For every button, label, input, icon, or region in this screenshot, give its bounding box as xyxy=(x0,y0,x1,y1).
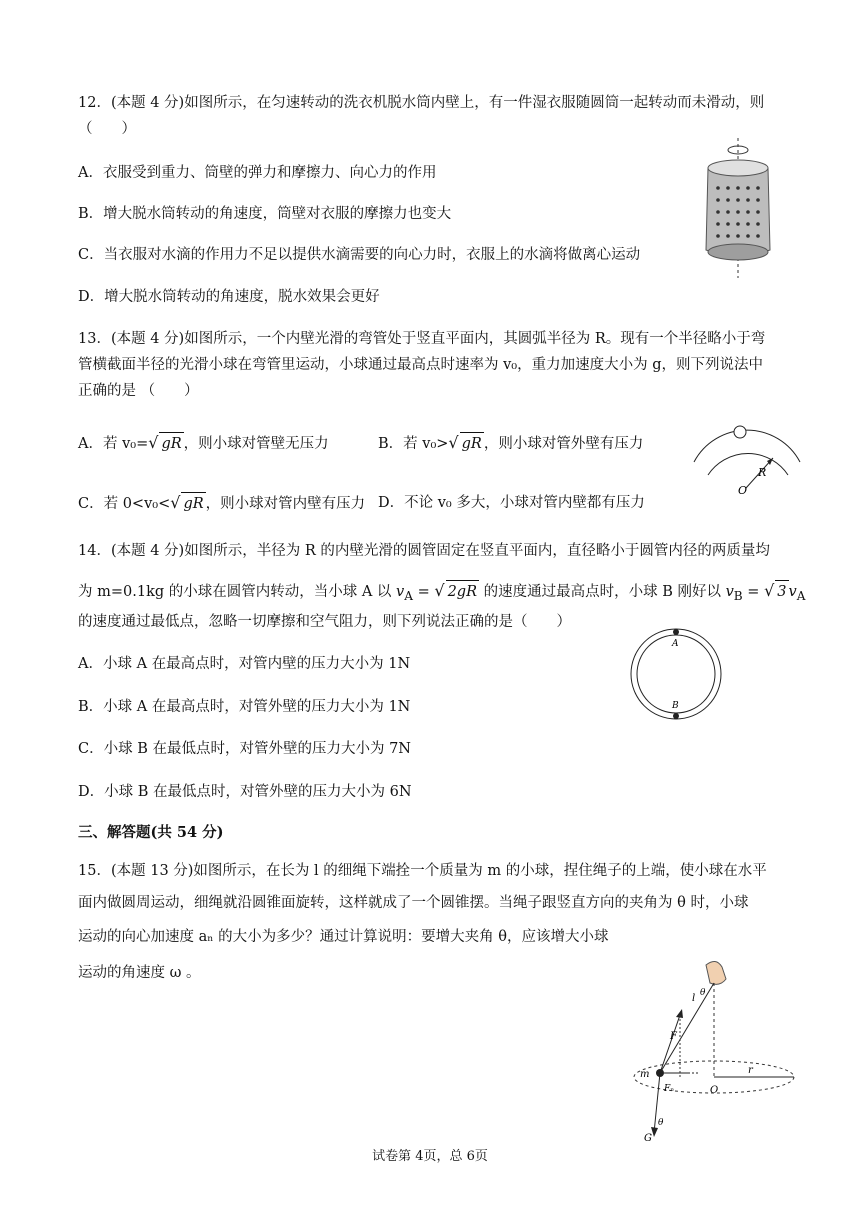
q15-stem-line4: 运动的角速度 ω 。 xyxy=(78,965,201,981)
q13-stem-line3: 正确的是 （ ） xyxy=(78,383,199,399)
fig-label-l: l xyxy=(692,993,696,1004)
q13-option-b: B．若 v₀>√ gR ，则小球对管外壁有压力 xyxy=(378,432,643,455)
fig-label-fn: Fₙ xyxy=(664,1084,674,1094)
fig-label-theta-bottom: θ xyxy=(658,1118,664,1128)
fig-label-theta-top: θ xyxy=(700,988,706,998)
q15-stem-line3: 运动的向心加速度 aₙ 的大小为多少？通过计算说明：要增大夹角 θ，应该增大小球 xyxy=(78,929,609,945)
spin-dryer-figure xyxy=(700,138,780,278)
q15-stem-line1: 15．(本题 13 分)如图所示，在长为 l 的细绳下端拴一个质量为 m 的小球，捏住绳子的上端，使小球在水平 xyxy=(78,863,767,879)
q14-stem-line1: 14．(本题 4 分)如图所示，半径为 R 的内壁光滑的圆管固定在竖直平面内，直径略小于圆管内径的两质量均 xyxy=(78,543,770,559)
q14-option-a: A．小球 A 在最高点时，对管内壁的压力大小为 1N xyxy=(78,656,411,672)
q13-option-c: C．若 0<v₀<√ gR ，则小球对管内壁有压力 xyxy=(78,492,365,515)
q12-stem-line1: 12．(本题 4 分)如图所示，在匀速转动的洗衣机脱水筒内壁上，有一件湿衣服随圆筒一起转动而未滑动，则 xyxy=(78,95,765,111)
q14-stem-line3: 的速度通过最低点，忽略一切摩擦和空气阻力，则下列说法正确的是（ ） xyxy=(78,614,571,630)
page-footer: 试卷第 4页，总 6页 xyxy=(372,1149,488,1164)
q15-stem-line2: 面内做圆周运动，细绳就沿圆锥面旋转，这样就成了一个圆锥摆。当绳子跟竖直方向的夹角为 θ 时，小球 xyxy=(78,895,749,911)
fig-label-b: B xyxy=(672,701,679,711)
circular-tube-figure xyxy=(628,626,724,722)
q14-option-d: D．小球 B 在最低点时，对管外壁的压力大小为 6N xyxy=(78,784,412,800)
q12-option-a: A．衣服受到重力、筒壁的弹力和摩擦力、向心力的作用 xyxy=(78,165,437,181)
fig-label-f: F xyxy=(670,1031,677,1042)
q12-option-c: C．当衣服对水滴的作用力不足以提供水滴需要的向心力时，衣服上的水滴将做离心运动 xyxy=(78,247,641,263)
fig-label-g: G xyxy=(644,1133,652,1144)
fig-label-m: m xyxy=(640,1069,650,1080)
q13-option-d: D．不论 v₀ 多大，小球对管内壁都有压力 xyxy=(378,495,645,511)
fig-label-o: O xyxy=(738,484,748,497)
q14-stem-line2: 为 m=0.1kg 的小球在圆管内转动，当小球 A 以 $v_A$ = √ 2gR 的速度通过最高点时，小球 B 刚好以 $v_B$ = √ 3 $v_A$ xyxy=(78,581,806,603)
q14-option-c: C．小球 B 在最低点时，对管外壁的压力大小为 7N xyxy=(78,741,411,757)
fig-label-a: A xyxy=(672,639,679,649)
q13-stem-line1: 13．(本题 4 分)如图所示，一个内壁光滑的弯管处于竖直平面内，其圆弧半径为 R。现有一个半径略小于弯 xyxy=(78,331,766,347)
bent-tube-figure xyxy=(690,420,805,500)
fig-label-r: r xyxy=(748,1065,753,1076)
q13-stem-line2: 管横截面半径的光滑小球在弯管里运动，小球通过最高点时速率为 v₀，重力加速度大小为 g，则下列说法中 xyxy=(78,357,764,373)
q12-option-b: B．增大脱水筒转动的角速度，筒壁对衣服的摩擦力也变大 xyxy=(78,206,452,222)
q14-option-b: B．小球 A 在最高点时，对管外壁的压力大小为 1N xyxy=(78,699,411,715)
fig-label-r: R xyxy=(758,466,767,479)
conical-pendulum-figure xyxy=(630,955,800,1145)
q12-stem-line2: （ ） xyxy=(78,121,136,137)
q13-option-a: A．若 v₀=√ gR ，则小球对管壁无压力 xyxy=(78,432,329,455)
fig-label-o: O xyxy=(710,1085,719,1096)
section-heading: 三、解答题(共 54 分) xyxy=(78,824,224,841)
q12-option-d: D．增大脱水筒转动的角速度，脱水效果会更好 xyxy=(78,289,380,305)
